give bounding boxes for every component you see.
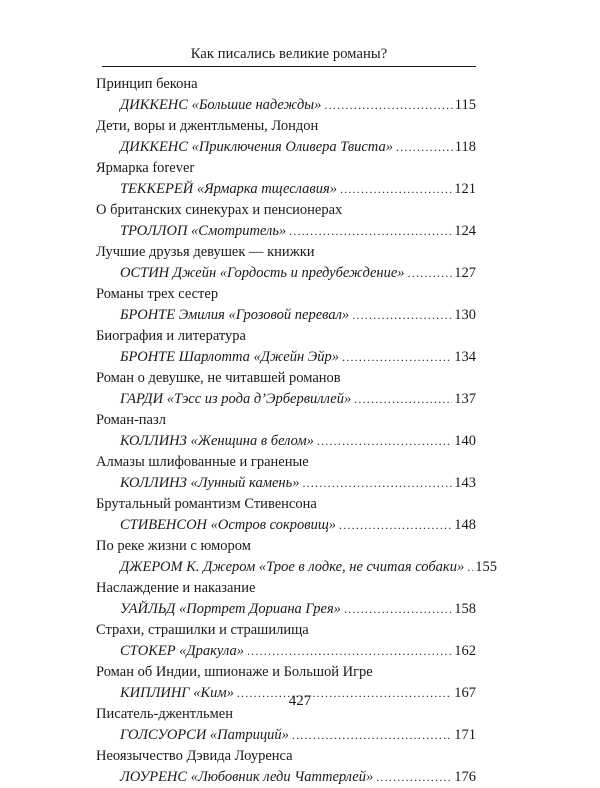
toc-entry — [96, 452, 476, 494]
dot-leader — [317, 431, 452, 452]
dot-leader — [408, 263, 453, 284]
page-reference: 143 — [454, 475, 476, 491]
section-title: Брутальный романтизм Стивенсона — [96, 496, 317, 512]
section-title: Писатель-джентльмен — [96, 706, 233, 722]
toc-entry — [96, 326, 476, 368]
dot-leader — [247, 641, 452, 662]
section-title: Роман об Индии, шпионаже и Большой Игре — [96, 664, 373, 680]
chapter-line — [96, 431, 476, 452]
dot-leader — [292, 725, 452, 746]
chapter-author-work: СТИВЕНСОН «Остров сокровищ» — [120, 517, 337, 533]
page-reference: 130 — [454, 307, 476, 323]
page-number: 427 — [288, 693, 312, 709]
chapter-line — [96, 473, 476, 494]
toc-entry — [96, 620, 476, 662]
table-of-contents — [96, 74, 497, 788]
chapter-line — [96, 515, 476, 536]
section-title: Принцип бекона — [96, 76, 198, 92]
chapter-author-work: БРОНТЕ Эмилия «Грозовой перевал» — [120, 307, 350, 323]
toc-entry — [96, 200, 476, 242]
dot-leader — [354, 389, 452, 410]
toc-entry — [96, 242, 476, 284]
toc-entry — [96, 368, 476, 410]
chapter-line — [96, 95, 476, 116]
chapter-line — [96, 725, 476, 746]
page-reference: 176 — [454, 769, 476, 785]
chapter-line — [96, 137, 476, 158]
page-reference: 134 — [454, 349, 476, 365]
dot-leader — [324, 95, 452, 116]
section-title: Лучшие друзья девушек — книжки — [96, 244, 315, 260]
dot-leader — [340, 179, 452, 200]
chapter-author-work: ТРОЛЛОП «Смотритель» — [120, 223, 287, 239]
section-title: Страхи, страшилки и страшилища — [96, 622, 309, 638]
toc-entry — [96, 284, 476, 326]
chapter-author-work: ЛОУРЕНС «Любовник леди Чаттерлей» — [120, 769, 374, 785]
section-title: Биография и литература — [96, 328, 246, 344]
section-title: Дети, воры и джентльмены, Лондон — [96, 118, 319, 134]
chapter-line — [96, 599, 476, 620]
toc-entry — [96, 410, 476, 452]
chapter-line — [96, 389, 476, 410]
chapter-author-work: КОЛЛИНЗ «Лунный камень» — [120, 475, 300, 491]
header-rule — [102, 66, 476, 67]
page-reference: 167 — [454, 685, 476, 701]
dot-leader — [467, 557, 473, 578]
dot-leader — [396, 137, 453, 158]
chapter-author-work: ГАРДИ «Тэсс из рода д’Эрбервиллей» — [120, 391, 352, 407]
toc-entry — [96, 74, 476, 116]
page-reference: 140 — [454, 433, 476, 449]
dot-leader — [352, 305, 452, 326]
running-header: Как писались великие романы? — [190, 46, 388, 62]
chapter-line — [96, 347, 476, 368]
page-reference: 124 — [454, 223, 476, 239]
toc-entry — [96, 578, 476, 620]
page-reference: 137 — [454, 391, 476, 407]
dot-leader — [376, 767, 452, 788]
page-reference: 127 — [454, 265, 476, 281]
section-title: Алмазы шлифованные и граненые — [96, 454, 309, 470]
toc-entry — [96, 158, 476, 200]
chapter-author-work: КИПЛИНГ «Ким» — [120, 685, 234, 701]
section-title: Роман о девушке, не читавшей романов — [96, 370, 341, 386]
page-reference: 121 — [454, 181, 476, 197]
chapter-author-work: УАЙЛЬД «Портрет Дориана Грея» — [120, 601, 341, 617]
section-title: По реке жизни с юмором — [96, 538, 251, 554]
chapter-line — [96, 305, 476, 326]
section-title: Наслаждение и наказание — [96, 580, 256, 596]
dot-leader — [339, 515, 452, 536]
page-reference: 158 — [454, 601, 476, 617]
page-reference: 118 — [454, 139, 476, 155]
chapter-line — [96, 557, 497, 578]
section-title: Неоязычество Дэвида Лоуренса — [96, 748, 293, 764]
page-reference: 171 — [454, 727, 476, 743]
chapter-line — [96, 641, 476, 662]
section-title: Ярмарка forever — [96, 160, 195, 176]
chapter-author-work: ОСТИН Джейн «Гордость и предубеждение» — [120, 265, 405, 281]
chapter-line — [96, 221, 476, 242]
page-reference: 115 — [454, 97, 476, 113]
section-title: Роман-пазл — [96, 412, 166, 428]
page-reference: 148 — [454, 517, 476, 533]
chapter-author-work: ДИККЕНС «Большие надежды» — [120, 97, 322, 113]
chapter-author-work: КОЛЛИНЗ «Женщина в белом» — [120, 433, 314, 449]
chapter-author-work: ДЖЕРОМ К. Джером «Трое в лодке, не считая собаки» — [120, 559, 465, 575]
toc-entry — [96, 536, 497, 578]
page-reference: 162 — [454, 643, 476, 659]
chapter-line — [96, 263, 476, 284]
toc-entry — [96, 704, 476, 746]
chapter-author-work: ДИККЕНС «Приключения Оливера Твиста» — [120, 139, 393, 155]
chapter-author-work: СТОКЕР «Дракула» — [120, 643, 244, 659]
chapter-author-work: ТЕККЕРЕЙ «Ярмарка тщеславия» — [120, 181, 337, 197]
dot-leader — [289, 221, 452, 242]
chapter-author-work: БРОНТЕ Шарлотта «Джейн Эйр» — [120, 349, 340, 365]
toc-entry — [96, 746, 476, 788]
section-title: О британских синекурах и пенсионерах — [96, 202, 343, 218]
toc-entry — [96, 116, 476, 158]
chapter-author-work: ГОЛСУОРСИ «Патриций» — [120, 727, 289, 743]
dot-leader — [342, 347, 452, 368]
dot-leader — [302, 473, 452, 494]
section-title: Романы трех сестер — [96, 286, 219, 302]
page-reference: 155 — [475, 559, 497, 575]
chapter-line — [96, 179, 476, 200]
chapter-line — [96, 767, 476, 788]
dot-leader — [344, 599, 452, 620]
toc-entry — [96, 494, 476, 536]
